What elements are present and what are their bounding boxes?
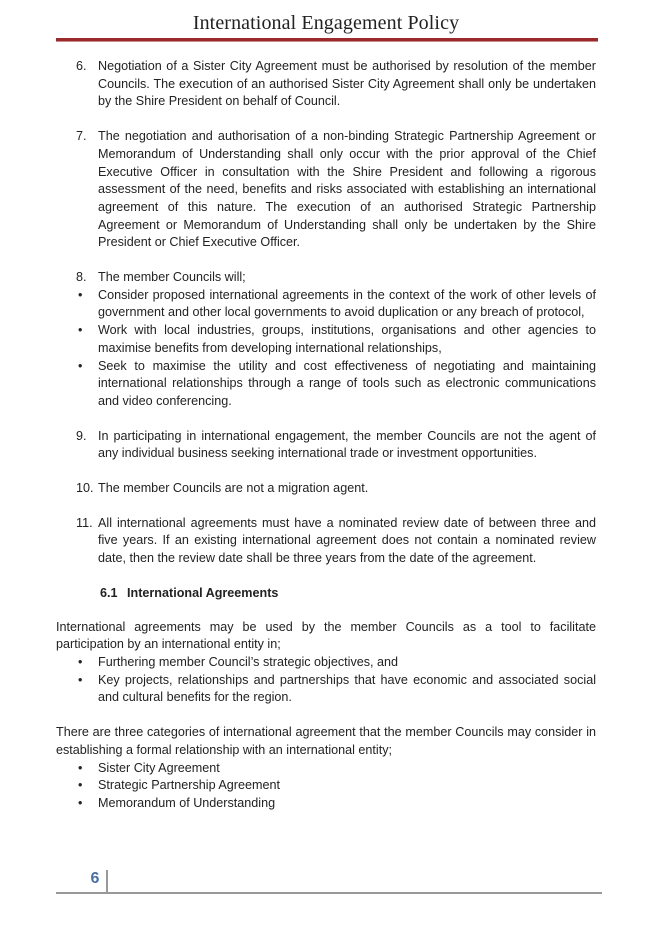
item-text: All international agreements must have a nominated review date of between three and five years. If an existing international agreement does not contain a nominated review date, then the review date shall be three years from the date of the agreement.	[98, 515, 596, 566]
list-item	[56, 287, 596, 322]
item-number: 8.	[76, 270, 87, 285]
bullet-text: Consider proposed international agreements in the context of the work of other levels of government and other local governments to avoid duplication or any breach of protocol,	[98, 287, 596, 320]
numbered-item-6	[76, 58, 596, 111]
item-number: 10.	[76, 481, 94, 496]
section-heading	[100, 585, 596, 603]
item-text: The member Councils are not a migration agent.	[98, 481, 369, 496]
numbered-item-8	[76, 269, 596, 287]
bullet-icon: •	[78, 287, 83, 302]
list-item	[56, 322, 596, 357]
agreements-purpose-list	[56, 654, 596, 707]
page-number: 6	[90, 870, 100, 887]
section-title: International Agreements	[127, 585, 279, 600]
footer-rule	[56, 892, 602, 894]
bullet-icon: •	[78, 358, 83, 373]
bullet-text: Furthering member Council’s strategic objectives, and	[98, 654, 399, 669]
list-item	[56, 760, 596, 778]
list-item	[56, 795, 596, 813]
list-item	[56, 654, 596, 672]
bullet-icon: •	[78, 323, 83, 338]
numbered-item-9	[76, 428, 596, 463]
bullet-icon: •	[78, 760, 83, 775]
bullet-icon: •	[78, 654, 83, 669]
item-text: In participating in international engagement, the member Councils are not the agent of any individual business seeking international trade or investment opportunities.	[98, 428, 596, 461]
bullet-text: Sister City Agreement	[98, 760, 220, 775]
item-number: 6.	[76, 59, 87, 73]
item-text: Negotiation of a Sister City Agreement must be authorised by resolution of the member Councils. The execution of an authorised Sister City Agreement shall only be undertaken by the Shire President on behalf of Council.	[98, 59, 596, 109]
item-number: 7.	[76, 129, 87, 144]
bullet-text: Seek to maximise the utility and cost effectiveness of negotiating and maintaining international relationships through a range of tools such as electronic communications and video conferencing.	[98, 358, 596, 408]
bullet-text: Memorandum of Understanding	[98, 795, 276, 810]
agreement-categories-list	[56, 760, 596, 813]
bullet-text: Key projects, relationships and partnerships that have economic and associated social and cultural benefits for the region.	[98, 672, 596, 705]
numbered-item-10	[76, 480, 596, 498]
list-item	[56, 358, 596, 411]
numbered-item-7	[76, 128, 596, 252]
item-number: 9.	[76, 428, 87, 443]
item-number: 11.	[76, 515, 93, 530]
list-item	[56, 777, 596, 795]
numbered-item-11	[76, 515, 596, 568]
paragraph-agreements-intro: International agreements may be used by the member Councils as a tool to facilitate participation by an international entity in;	[56, 619, 596, 652]
bullet-text: Work with local industries, groups, institutions, organisations and other agencies to maximise benefits from developing international relationships,	[98, 323, 596, 355]
item-8-bullet-list	[56, 287, 596, 411]
bullet-icon: •	[78, 778, 83, 793]
section-number: 6.1	[100, 585, 118, 600]
page-header-title: International Engagement Policy	[192, 12, 460, 34]
bullet-icon: •	[78, 672, 83, 687]
list-item	[56, 672, 596, 707]
page-number-divider	[106, 870, 108, 892]
paragraph-agreement-categories: There are three categories of international agreement that the member Councils may consider in establishing a formal relationship with an international entity;	[56, 725, 596, 757]
item-text: The negotiation and authorisation of a non-binding Strategic Partnership Agreement or Memorandum of Understanding shall only occur with the prior approval of the Chief Executive Officer in consultation with the Shire President and following a rigorous assessment of the need, benefits and risks associated with establishing an international agreement of this nature. The execution of an authorised Strategic Partnership Agreement or Memorandum of Understanding shall only be undertaken by the Shire President or Chief Executive Officer.	[98, 129, 596, 250]
bullet-icon: •	[78, 795, 83, 810]
item-text: The member Councils will;	[98, 270, 246, 285]
bullet-text: Strategic Partnership Agreement	[98, 778, 281, 793]
page-content	[56, 58, 596, 830]
header-rule	[56, 38, 598, 42]
